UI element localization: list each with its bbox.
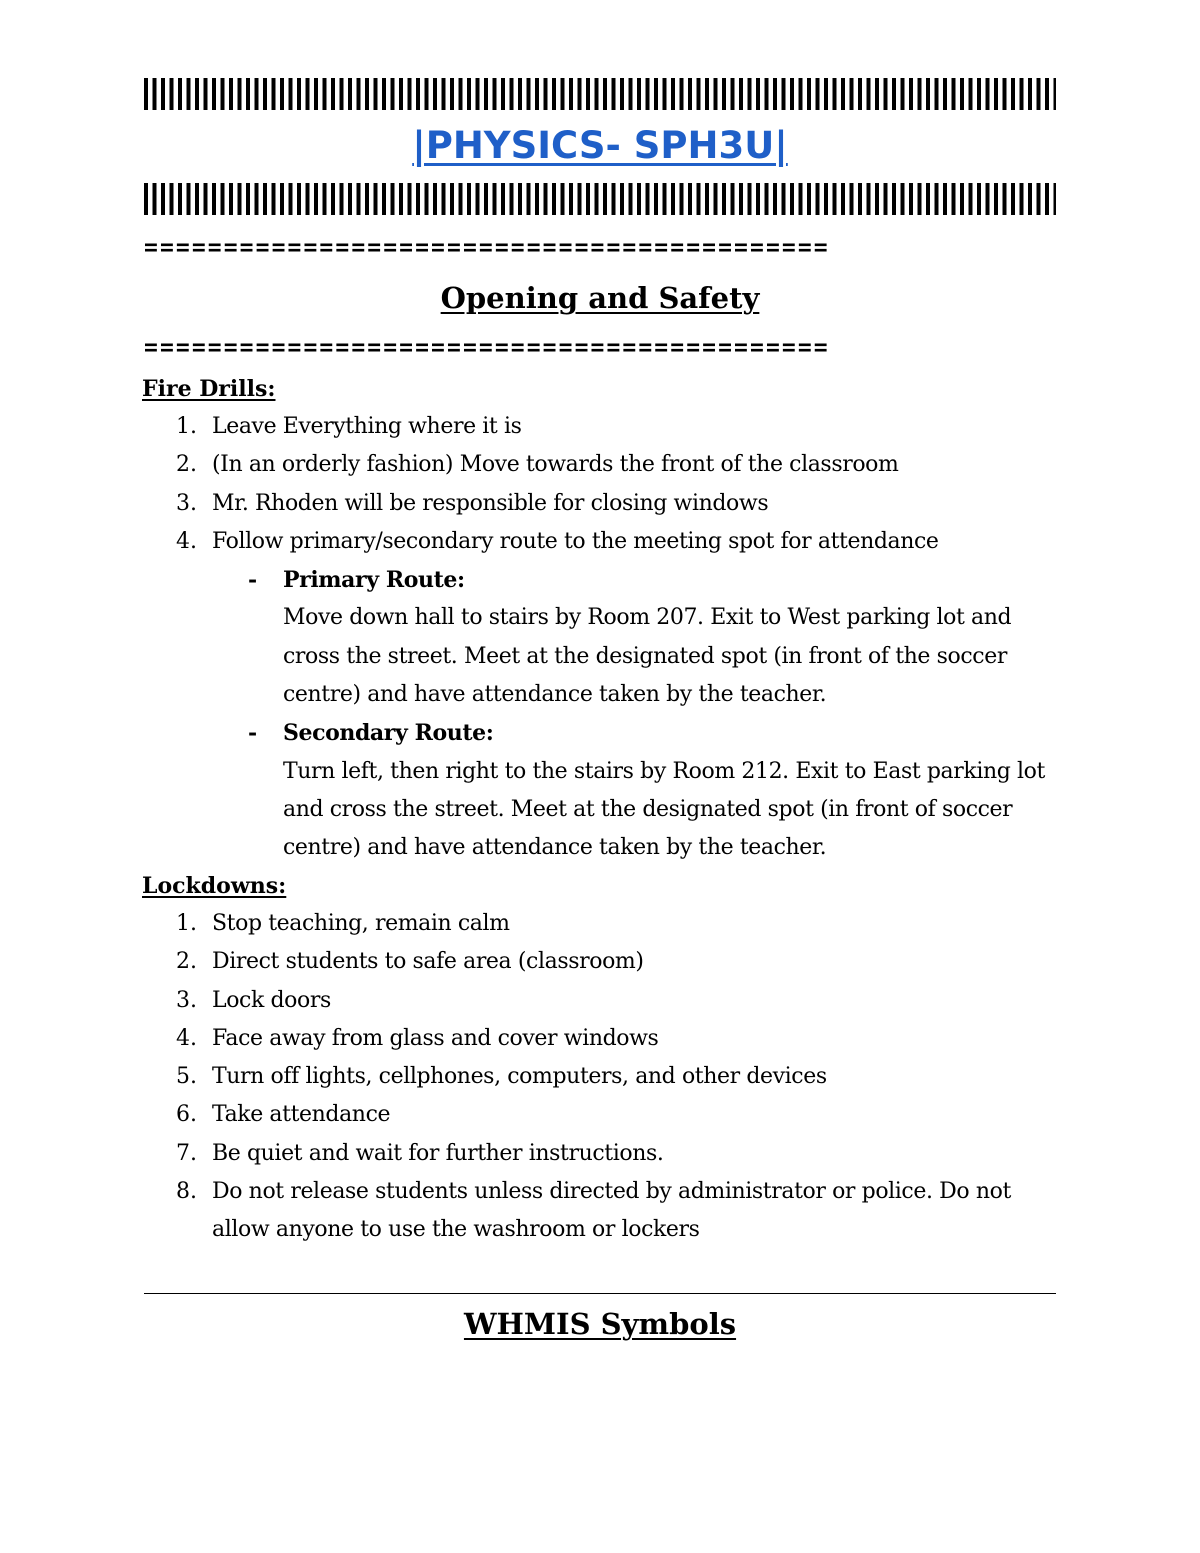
list-number: 5. [176,1064,197,1090]
lockdowns-label: Lockdowns: [142,873,287,899]
horizontal-rule [144,1293,1056,1294]
list-item [0,408,1052,446]
fire-drills-label: Fire Drills: [142,376,276,402]
list-item [0,446,1052,484]
lockdowns-list [0,905,1052,1250]
list-number: 4. [176,528,197,554]
secondary-route-label: Secondary Route: [283,720,494,747]
route-bullet: - [248,720,257,747]
list-item-text: Take attendance [212,1102,391,1128]
list-number: 8. [176,1179,197,1205]
list-item [0,485,1052,523]
list-item-text: Be quiet and wait for further instructions. [212,1140,664,1166]
list-number: 4. [176,1025,197,1051]
secondary-route-text: Turn left, then right to the stairs by Room 212. Exit to East parking lot and cross the street. Meet at the designated spot (in front of soccer centre) and have attendance taken by the teacher. [283,758,1045,861]
list-item [0,1135,1052,1173]
list-number: 2. [176,949,197,975]
list-item-text: Stop teaching, remain calm [212,911,510,936]
decorative-bars-top [144,78,1056,110]
primary-route-label: Primary Route: [283,567,465,594]
list-item-text: Lock doors [212,987,331,1013]
secondary-route-item [0,714,1063,867]
list-item-text: Mr. Rhoden will be responsible for closing windows [212,490,769,516]
list-item-text: Face away from glass and cover windows [212,1025,659,1051]
primary-route-text: Move down hall to stairs by Room 207. Exit to West parking lot and cross the street. Meet at the designated spot (in front of the soccer centre) and have attendance taken by the teacher. [283,605,1012,708]
list-number: 2. [176,452,197,478]
list-number: 7. [176,1140,197,1166]
decorative-bars-bottom [144,183,1056,215]
list-number: 1. [176,414,197,439]
list-item [0,982,1052,1020]
list-item-text: Turn off lights, cellphones, computers, and other devices [212,1064,827,1090]
list-item-text: Do not release students unless directed by administrator or police. Do not allow anyone to use the washroom or lockers [212,1179,1011,1243]
list-number: 3. [176,987,197,1013]
list-number: 3. [176,490,197,516]
list-number: 1. [176,911,197,936]
list-item [0,1020,1052,1058]
primary-route-item [0,561,1063,714]
equals-divider-top: =========================================== [144,235,830,261]
route-bullet: - [248,567,257,594]
course-title: |PHYSICS- SPH3U| [412,124,788,167]
list-item-text: Follow primary/secondary route to the meeting spot for attendance [212,528,939,554]
list-item [0,1058,1052,1096]
list-item-text: Direct students to safe area (classroom) [212,949,644,975]
fire-drills-list [0,408,1052,868]
list-number: 6. [176,1102,197,1128]
list-item-text: Leave Everything where it is [212,414,522,439]
list-item [0,943,1052,981]
list-item-text: (In an orderly fashion) Move towards the front of the classroom [212,452,899,478]
equals-divider-bottom: =========================================== [144,335,830,361]
list-item [0,1096,1052,1134]
opening-and-safety-heading: Opening and Safety [440,281,760,315]
list-item [0,523,1052,868]
list-item [0,905,1052,943]
whmis-symbols-heading: WHMIS Symbols [463,1307,737,1341]
routes-list [212,561,1052,867]
list-item [0,1173,1052,1250]
